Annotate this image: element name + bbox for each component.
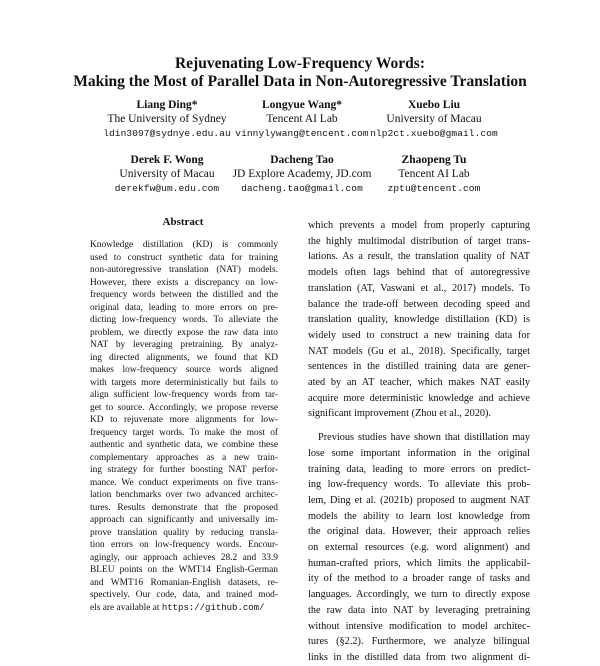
- abstract-body: [90, 239, 278, 614]
- body-line: NAT models (Gu et al., 2018). Specifically, target: [308, 345, 530, 357]
- abstract-line: NAT by leveraging pretraining. By analyz-: [90, 340, 278, 350]
- code-url-link[interactable]: https://github.com/: [161, 602, 265, 613]
- abstract-line: However, there exists a discrepancy on low-: [90, 277, 278, 288]
- body-line: human-crafted priors, which limits the applicabil-: [308, 557, 530, 569]
- body-line: without intensive modification to model architec-: [308, 620, 530, 632]
- body-line: translation (AT, Vaswani et al., 2017) models. To: [308, 282, 530, 294]
- abstract-last-line: [90, 602, 278, 615]
- body-line: significant improvement (Zhou et al., 2020).: [308, 408, 492, 420]
- body-line: lations. As a result, the translation quality of NAT: [308, 251, 530, 263]
- body-line: the highly multimodal distribution of target trans-: [308, 235, 530, 247]
- body-line: sentences in the distilled training data are gener-: [308, 361, 530, 373]
- author-affiliation: University of Macau: [386, 113, 482, 125]
- author-email: ldin3097@sydnye.edu.au: [103, 128, 231, 139]
- abstract-line: KD to rejuvenate more alignments for low-: [90, 415, 278, 425]
- body-line: links in the distilled data from two alignment di-: [308, 651, 530, 663]
- abstract-line: spectively. Our code, data, and trained mod-: [90, 590, 278, 600]
- abstract-line: ing strategy for further boosting NAT perfor-: [90, 465, 278, 475]
- paper-title-line-2: Making the Most of Parallel Data in Non-Autoregressive Translation: [73, 73, 527, 90]
- author-block: [339, 98, 529, 141]
- abstract-line-prefix: els are available at: [90, 602, 160, 613]
- body-line: which prevents a model from properly capturing: [308, 220, 530, 231]
- abstract-heading: Abstract: [162, 216, 204, 228]
- abstract-line: with targets more deterministically but fails to: [90, 377, 278, 388]
- abstract-line: get to source. Accordingly, we propose reverse: [90, 402, 278, 413]
- body-line: translation quality, knowledge distillation (KD) is: [308, 314, 530, 326]
- abstract-line: BLEU points on the WMT14 English-German: [90, 565, 278, 575]
- body-line: lem, Ding et al. (2021b) proposed to augment NAT: [308, 494, 530, 506]
- author-email: dacheng.tao@gmail.com: [241, 183, 363, 194]
- body-line: on external resources (e.g. word alignment) and: [308, 542, 530, 554]
- abstract-line: frequency target words. To make the most of: [90, 427, 278, 438]
- abstract-line: align sufficient low-frequency words from tar-: [90, 390, 278, 400]
- author-affiliation: University of Macau: [119, 168, 215, 180]
- abstract-line: makes low-frequency source words aligned: [90, 365, 278, 375]
- author-affiliation: Tencent AI Lab: [398, 168, 470, 180]
- body-column: [308, 218, 530, 666]
- author-affiliation: Tencent AI Lab: [266, 113, 338, 125]
- body-line: Previous studies have shown that distillation may: [318, 432, 530, 444]
- abstract-line: frequency words between the distilled and the: [90, 290, 278, 300]
- author-affiliation: The University of Sydney: [107, 113, 227, 125]
- author-email: zptu@tencent.com: [387, 183, 481, 194]
- body-line: ity of the method to a broader range of tasks and: [308, 573, 530, 585]
- author-email: vinnylywang@tencent.com: [235, 128, 369, 139]
- abstract-line: problem, we directly expose the raw data into: [90, 327, 278, 338]
- abstract-line: approach can significantly and universally im-: [90, 515, 278, 525]
- abstract-line: authentic and synthetic data, we combine these: [90, 440, 278, 450]
- abstract-line: complementary approaches as a new train-: [90, 452, 278, 463]
- body-line: ated by an AT teacher, which makes NAT easily: [308, 377, 530, 389]
- body-line: acquire more deterministic knowledge and achieve: [308, 392, 530, 404]
- author-email: nlp2ct.xuebo@gmail.com: [370, 128, 498, 139]
- abstract-line: non-autoregressive translation (NAT) models.: [90, 265, 278, 275]
- body-line: training data, leading to more errors on predict-: [308, 463, 530, 475]
- abstract-line: lation benchmarks over two advanced architec-: [90, 490, 278, 500]
- body-line: lose some important information in the original: [308, 447, 530, 459]
- body-line: models the ability to learn lost knowledge from: [308, 510, 530, 522]
- paragraph-gap: [308, 422, 530, 430]
- abstract-line: tures. Results demonstrate that the proposed: [90, 502, 278, 513]
- author-name: Derek F. Wong: [130, 154, 204, 166]
- abstract-line: agingly, our approach achieves 28.2 and 33.9: [90, 552, 278, 563]
- abstract-line: ing directed alignments, we found that KD: [90, 352, 278, 363]
- abstract-line: dicting low-frequency words. To alleviate the: [90, 315, 278, 325]
- paper-title-line-1: Rejuvenating Low-Frequency Words:: [174, 55, 425, 72]
- body-line: the original data. However, their approach relies: [308, 526, 530, 538]
- author-block: [339, 153, 529, 196]
- abstract-line: original data, leading to more errors on pre-: [90, 302, 278, 313]
- abstract-line: prove translation quality by reducing transla-: [90, 527, 278, 538]
- body-line: balance the trade-off between decoding speed and: [308, 298, 530, 310]
- abstract-line: Knowledge distillation (KD) is commonly: [90, 240, 278, 250]
- author-name: Longyue Wang*: [262, 99, 342, 111]
- author-name: Xuebo Liu: [407, 99, 461, 111]
- abstract-line: used to construct synthetic data for training: [90, 252, 278, 263]
- body-line: ing low-frequency words. To alleviate this prob-: [308, 479, 530, 491]
- body-line: widely used to construct a new training data for: [308, 329, 530, 341]
- abstract-line: tion errors on low-frequency words. Encour-: [90, 540, 278, 550]
- abstract-line: and WMT16 Romanian-English datasets, re-: [90, 577, 278, 588]
- body-line: tures (§2.2). Furthermore, we analyze bilingual: [308, 636, 530, 648]
- body-line: languages. Accordingly, we turn to directly expose: [308, 589, 530, 601]
- abstract-line: mance. We conduct experiments on five trans-: [90, 477, 278, 488]
- body-line: models often lags behind that of autoregressive: [308, 267, 530, 279]
- author-email: derekfw@um.edu.com: [114, 183, 220, 194]
- author-affiliation: JD Explore Academy, JD.com: [232, 168, 372, 180]
- author-name: Zhaopeng Tu: [401, 154, 467, 166]
- body-line: the raw data into NAT by leveraging pretraining: [308, 604, 530, 616]
- author-name: Dacheng Tao: [270, 154, 334, 166]
- author-name: Liang Ding*: [136, 99, 198, 111]
